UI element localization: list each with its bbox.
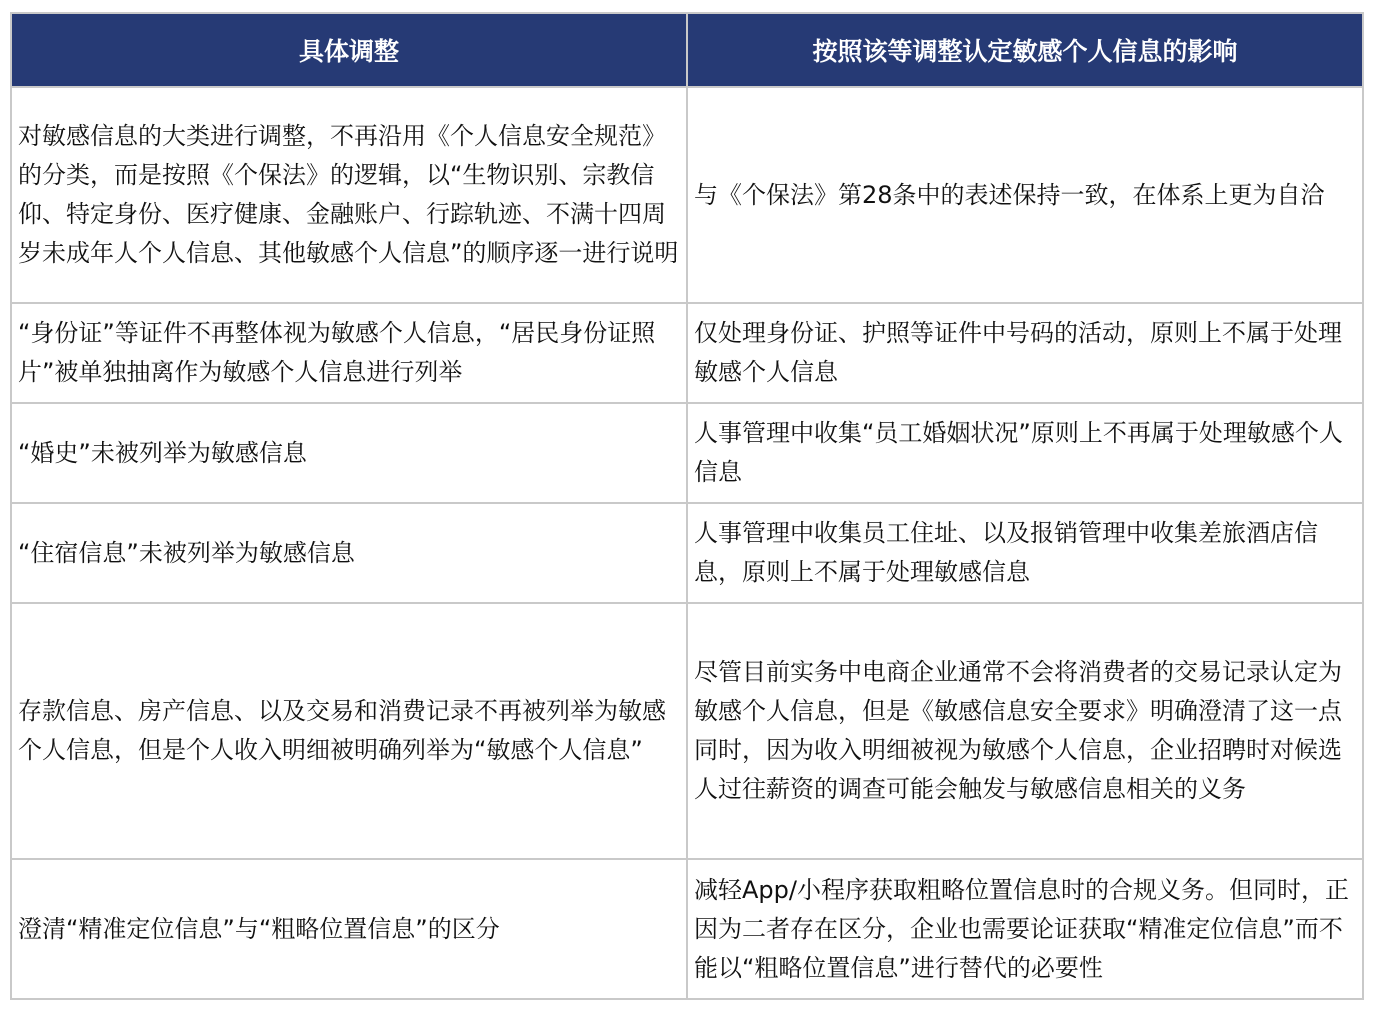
- adjustment-cell: “住宿信息”未被列举为敏感信息: [11, 503, 687, 603]
- table-row: [11, 403, 1363, 503]
- impact-paragraph: 人事管理中收集员工住址、以及报销管理中收集差旅酒店信息，原则上不属于处理敏感信息: [694, 519, 1318, 586]
- impact-cell: [687, 403, 1363, 503]
- impact-paragraph: 与《个保法》第28条中的表述保持一致，在体系上更为自洽: [694, 180, 1325, 209]
- impact-paragraph: 同时，因为收入明细被视为敏感个人信息，企业招聘时对候选人过往薪资的调查可能会触发与敏感信息相关的义务: [694, 736, 1342, 803]
- table-row: [11, 303, 1363, 403]
- adjustment-cell: 对敏感信息的大类进行调整，不再沿用《个人信息安全规范》的分类，而是按照《个保法》的逻辑，以“生物识别、宗教信仰、特定身份、医疗健康、金融账户、行踪轨迹、不满十四周岁未成年人个人信息、其他敏感个人信息”的顺序逐一进行说明: [11, 87, 687, 303]
- impact-cell: [687, 303, 1363, 403]
- adjustment-table: [10, 12, 1364, 1000]
- adjustment-cell: “身份证”等证件不再整体视为敏感个人信息，“居民身份证照片”被单独抽离作为敏感个人信息进行列举: [11, 303, 687, 403]
- impact-cell: [687, 859, 1363, 999]
- impact-cell: [687, 503, 1363, 603]
- table-row: [11, 87, 1363, 303]
- header-row: [11, 13, 1363, 87]
- adjustment-cell: 澄清“精准定位信息”与“粗略位置信息”的区分: [11, 859, 687, 999]
- adjustment-cell: “婚史”未被列举为敏感信息: [11, 403, 687, 503]
- table-row: [11, 603, 1363, 859]
- header-impact: 按照该等调整认定敏感个人信息的影响: [687, 13, 1363, 87]
- adjustment-table-container: [10, 12, 1362, 1000]
- impact-paragraph: 尽管目前实务中电商企业通常不会将消费者的交易记录认定为敏感个人信息，但是《敏感信息安全要求》明确澄清了这一点: [694, 658, 1342, 725]
- adjustment-cell: 存款信息、房产信息、以及交易和消费记录不再被列举为敏感个人信息，但是个人收入明细被明确列举为“敏感个人信息”: [11, 603, 687, 859]
- table-header: [11, 13, 1363, 87]
- table-row: [11, 859, 1363, 999]
- impact-paragraph: 减轻App/小程序获取粗略位置信息时的合规义务。但同时，正因为二者存在区分，企业也需要论证获取“精准定位信息”而不能以“粗略位置信息”进行替代的必要性: [694, 875, 1349, 982]
- header-adjustment: 具体调整: [11, 13, 687, 87]
- table-row: [11, 503, 1363, 603]
- impact-paragraph: 人事管理中收集“员工婚姻状况”原则上不再属于处理敏感个人信息: [694, 419, 1343, 486]
- impact-cell: [687, 87, 1363, 303]
- table-body: [11, 87, 1363, 999]
- impact-paragraph: 仅处理身份证、护照等证件中号码的活动，原则上不属于处理敏感个人信息: [694, 319, 1342, 386]
- impact-cell: [687, 603, 1363, 859]
